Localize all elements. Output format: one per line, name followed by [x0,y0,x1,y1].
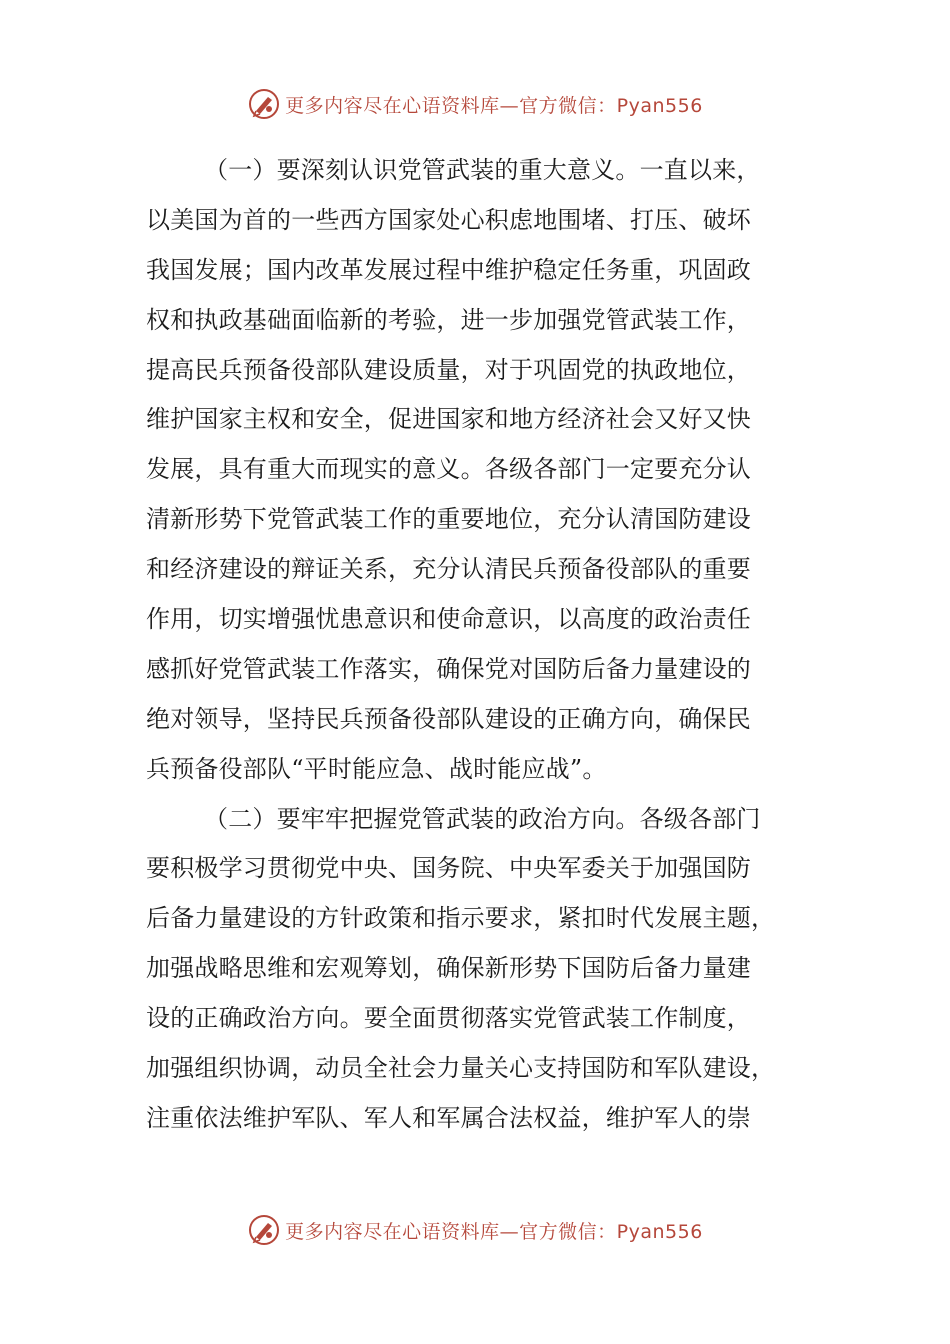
watermark-text: 更多内容尽在心语资料库—官方微信：Pyan556 [285,1220,703,1243]
text-line: 作用，切实增强忧患意识和使命意识，以高度的政治责任 [146,605,751,634]
text-line: 注重依法维护军队、军人和军属合法权益，维护军人的崇 [146,1103,751,1132]
text-line: 以美国为首的一些西方国家处心积虑地围堵、打压、破坏 [146,205,751,234]
header-watermark [0,84,950,124]
pen-nib-logo-icon [247,1213,281,1247]
text-line: 后备力量建设的方针政策和指示要求，紧扣时代发展主题， [146,904,776,933]
text-line: （一）要深刻认识党管武装的重大意义。一直以来， [204,156,761,184]
text-line: 提高民兵预备役部队建设质量，对于巩固党的执政地位， [146,355,751,384]
footer-watermark [0,1210,950,1250]
text-line: 清新形势下党管武装工作的重要地位，充分认清国防建设 [146,505,751,534]
text-line: 权和执政基础面临新的考验，进一步加强党管武装工作， [146,305,751,334]
text-line: 维护国家主权和安全，促进国家和地方经济社会又好又快 [146,405,751,434]
text-line: （二）要牢牢把握党管武装的政治方向。各级各部门 [204,804,761,833]
text-line: 设的正确政治方向。要全面贯彻落实党管武装工作制度， [146,1004,751,1033]
text-line: 感抓好党管武装工作落实，确保党对国防后备力量建设的 [146,654,751,683]
text-line: 加强战略思维和宏观筹划，确保新形势下国防后备力量建 [146,954,751,983]
text-line: 我国发展；国内改革发展过程中维护稳定任务重，巩固政 [146,255,751,284]
text-line: 绝对领导，坚持民兵预备役部队建设的正确方向，确保民 [146,704,751,733]
text-line: 加强组织协调，动员全社会力量关心支持国防和军队建设， [146,1054,776,1083]
text-line: 发展，具有重大而现实的意义。各级各部门一定要充分认 [146,455,751,484]
document-body [146,146,806,1144]
watermark-handle: Pyan556 [616,94,703,117]
text-line: 要积极学习贯彻党中央、国务院、中央军委关于加强国防 [146,854,751,883]
watermark-handle: Pyan556 [616,1220,703,1243]
pen-nib-logo-icon [247,87,281,121]
text-line: 和经济建设的辩证关系，充分认清民兵预备役部队的重要 [146,555,751,584]
text-line: 兵预备役部队“平时能应急、战时能应战”。 [146,754,607,783]
watermark-text: 更多内容尽在心语资料库—官方微信：Pyan556 [285,94,703,117]
